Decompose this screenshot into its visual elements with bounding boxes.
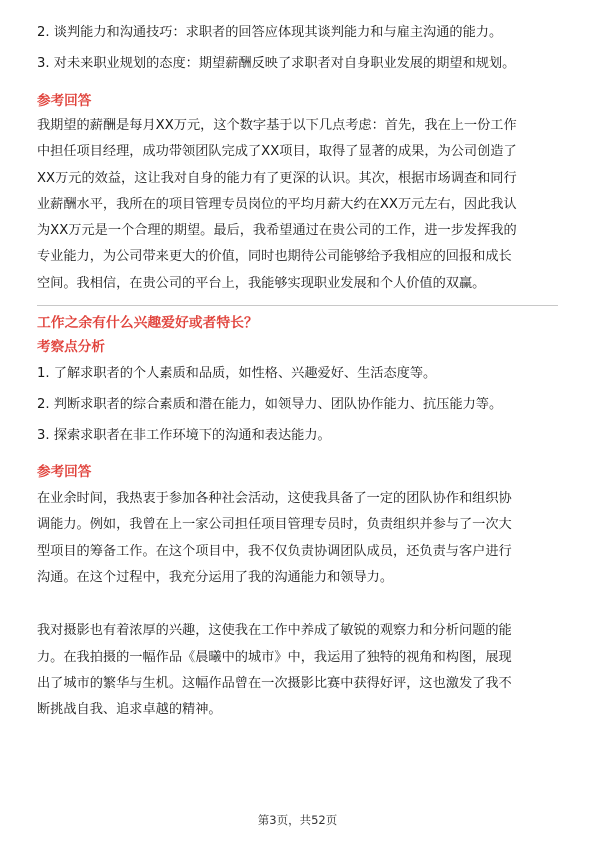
answer-line: 我对摄影也有着浓厚的兴趣，这使我在工作中养成了敏锐的观察力和分析问题的能 [37,623,512,639]
section-divider [37,305,558,306]
reference-answer-heading: 参考回答 [37,93,92,109]
answer-line: 业薪酬水平，我所在的项目管理专员岗位的平均月薪大约在XX万元左右，因此我认 [37,196,517,212]
answer-line: 专业能力，为公司带来更大的价值，同时也期待公司能够给予我相应的回报和成长 [37,249,512,265]
answer-line: 沟通。在这个过程中，我充分运用了我的沟通能力和领导力。 [37,569,394,585]
criteria-item-3: 3. 对未来职业规划的态度：期望薪酬反映了求职者对自身职业发展的期望和规划。 [37,56,516,71]
criteria-list [37,17,558,79]
criteria-item-2: 2. 谈判能力和沟通技巧：求职者的回答应体现其谈判能力和与雇主沟通的能力。 [37,25,503,40]
reference-answer-para-2 [37,618,558,723]
reference-answer-heading: 参考回答 [37,464,92,481]
analysis-item-1: 1. 了解求职者的个人素质和品质，如性格、兴趣爱好、生活态度等。 [37,366,437,382]
page-number: 第3页，共52页 [257,813,338,827]
analysis-list [37,358,558,451]
answer-line: 力。在我拍摄的一幅作品《晨曦中的城市》中，我运用了独特的视角和构图，展现 [37,649,512,665]
answer-line: 调能力。例如，我曾在上一家公司担任项目管理专员时，负责组织并参与了一次大 [37,517,512,533]
answer-line: 中担任项目经理，成功带领团队完成了XX项目，取得了显著的成果，为公司创造了 [37,144,517,160]
answer-line: 断挑战自我、追求卓越的精神。 [37,702,222,718]
analysis-heading: 考察点分析 [37,339,105,356]
answer-line: 我期望的薪酬是每月XX万元，这个数字基于以下几点考虑：首先，我在上一份工作 [37,118,517,133]
analysis-item-3: 3. 探索求职者在非工作环境下的沟通和表达能力。 [37,428,331,444]
answer-line: 为XX万元是一个合理的期望。最后，我希望通过在贵公司的工作，进一步发挥我的 [37,223,517,239]
answer-line: 空间。我相信，在贵公司的平台上，我能够实现职业发展和个人价值的双赢。 [37,275,486,291]
answer-line: XX万元的效益，这让我对自身的能力有了更深的认识。其次，根据市场调查和同行 [37,170,517,186]
document-page [37,14,558,723]
question-heading: 工作之余有什么兴趣爱好或者特长？ [37,315,258,332]
answer-line: 在业余时间，我热衷于参加各种社会活动，这使我具备了一定的团队协作和组织协 [37,491,512,507]
answer-line: 出了城市的繁华与生机。这幅作品曾在一次摄影比赛中获得好评，这也激发了我不 [37,675,512,691]
analysis-item-2: 2. 判断求职者的综合素质和潜在能力，如领导力、团队协作能力、抗压能力等。 [37,397,503,413]
reference-answer-para-1 [37,486,558,591]
reference-answer-text [37,113,558,297]
answer-line: 型项目的筹备工作。在这个项目中，我不仅负责协调团队成员，还负责与客户进行 [37,543,512,559]
